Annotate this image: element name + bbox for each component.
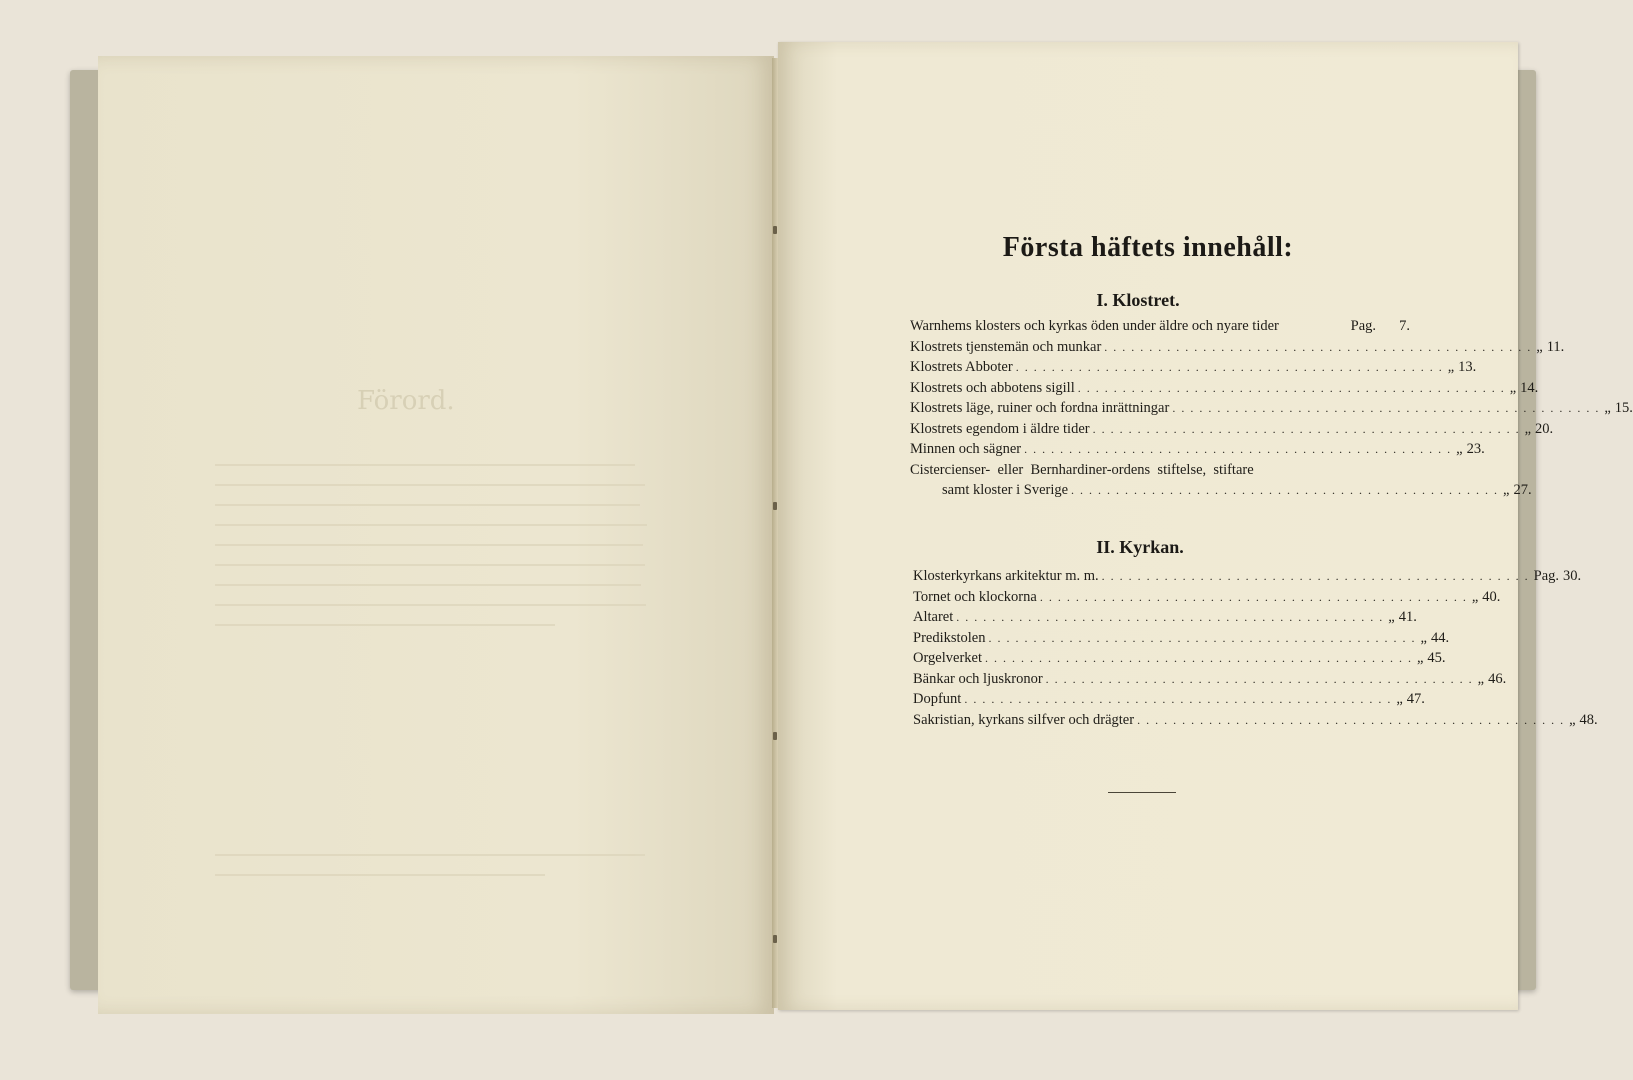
toc-entry [910,420,1554,442]
entry-page: 40. [1482,588,1501,605]
entry-ref: „ [1416,650,1424,666]
dot-leader: ................................................ [1039,589,1472,604]
entry-page: 13. [1458,359,1477,375]
entry-ref: „ [1420,629,1427,646]
toc-entry [910,400,1633,421]
entry-label: Predikstolen [913,629,986,646]
toc-entry [913,670,1507,692]
entry-ref: „ [1604,400,1611,416]
entry-label: Tornet och klockorna [913,588,1037,605]
toc-entry [913,568,1582,589]
entry-label: Klostrets Abboter [910,359,1013,375]
entry-page: 14. [1520,379,1539,396]
toc-list-kyrkan [913,568,1598,732]
entry-label: Minnen och sägner [910,441,1022,457]
entry-ref: „ [1396,691,1403,707]
entry-label: Klostrets läge, ruiner och fordna inrättningar [910,400,1170,416]
section-heading-kyrkan: II. Kyrkan. [1096,537,1184,557]
entry-page: 30. [1563,568,1582,584]
entry-ref: „ [1569,711,1576,728]
dot-leader: ................................................ [1071,483,1504,497]
toc-entry [910,318,1410,339]
binding-stitch [773,226,777,234]
entry-label: samt kloster i Sverige [942,482,1069,498]
entry-ref: „ [1471,588,1479,605]
dot-leader: ................................................ [984,651,1417,665]
entry-ref: Pag. [1533,568,1560,584]
toc-entry [913,711,1598,733]
entry-label: Warnhems klosters och kyrkas öden under äldre och nyare tider [910,318,1279,334]
entry-page: 47. [1406,691,1425,707]
dot-leader: ................................................ [1024,442,1457,456]
entry-ref: „ [1388,609,1395,625]
dot-leader: ................................................ [1172,401,1605,415]
toc-title: Första häftets innehåll: [1002,232,1294,263]
dot-leader: ................................................ [1104,339,1537,354]
left-page [98,56,774,1014]
entry-label: Bänkar och ljuskronor [913,670,1043,687]
dot-leader: ................................................ [1101,569,1534,583]
entry-page: 27. [1513,482,1532,498]
entry-ref: „ [1477,670,1485,687]
book-gutter [772,58,778,1008]
entry-ref: „ [1503,482,1510,498]
dot-leader: ................................................ [1015,360,1448,374]
toc-entry [913,650,1446,671]
entry-page: 20. [1535,420,1554,437]
toc-entry [913,588,1501,610]
entry-page: 41. [1398,609,1417,625]
entry-label: Orgelverket [913,650,982,666]
section-end-rule [1108,792,1176,793]
entry-label: Klosterkyrkans arkitektur m. m. [913,568,1099,584]
entry-page: 44. [1430,629,1450,646]
entry-label: Klostrets och abbotens sigill [910,379,1075,396]
bleed-through-footnote [215,846,655,894]
toc-entry [910,338,1565,360]
toc-list-klostret [910,318,1633,503]
entry-ref: „ [1509,379,1517,396]
dot-leader: ................................................ [1045,671,1478,686]
binding-stitch [773,935,777,943]
toc-entry [913,629,1450,651]
toc-entry [910,379,1539,401]
toc-entry [913,691,1425,712]
dot-leader: ................................................ [1092,421,1525,436]
entry-page: 11. [1546,338,1565,355]
entry-page: 45. [1427,650,1446,666]
entry-page: 7. [1399,318,1410,334]
entry-ref: „ [1456,441,1463,457]
toc-entry [910,359,1477,380]
entry-label: Altaret [913,609,954,625]
entry-label: Cistercienser- eller Bernhardiner-ordens stiftelse, stiftare [910,461,1254,478]
section-heading-klostret: I. Klostret. [1096,290,1180,310]
entry-ref: „ [1536,338,1543,355]
entry-ref: „ [1447,359,1455,375]
toc-entry [910,482,1532,503]
dot-leader: ................................................ [964,692,1397,706]
entry-ref: Pag. [1350,318,1376,334]
entry-page: 48. [1579,711,1598,728]
bleed-through-text [215,456,655,644]
dot-leader: ................................................ [1137,712,1570,727]
right-page [778,42,1518,1010]
dot-leader: ................................................ [1077,380,1510,395]
binding-stitch [773,732,777,740]
entry-ref: „ [1524,420,1532,437]
bleed-through-title: Förord. [357,386,455,416]
entry-label: Dopfunt [913,691,962,707]
binding-stitch [773,502,777,510]
entry-label: Sakristian, kyrkans silfver och drägter [913,711,1135,728]
entry-label: Klostrets egendom i äldre tider [910,420,1090,437]
toc-entry [913,609,1417,630]
entry-label: Klostrets tjenstemän och munkar [910,338,1102,355]
entry-page: 46. [1488,670,1507,687]
entry-page: 15. [1614,400,1633,416]
toc-entry [910,462,1410,483]
dot-leader: ................................................ [956,610,1389,624]
entry-page: 23. [1466,441,1485,457]
dot-leader: ................................................ [988,630,1421,645]
toc-entry [910,441,1485,462]
